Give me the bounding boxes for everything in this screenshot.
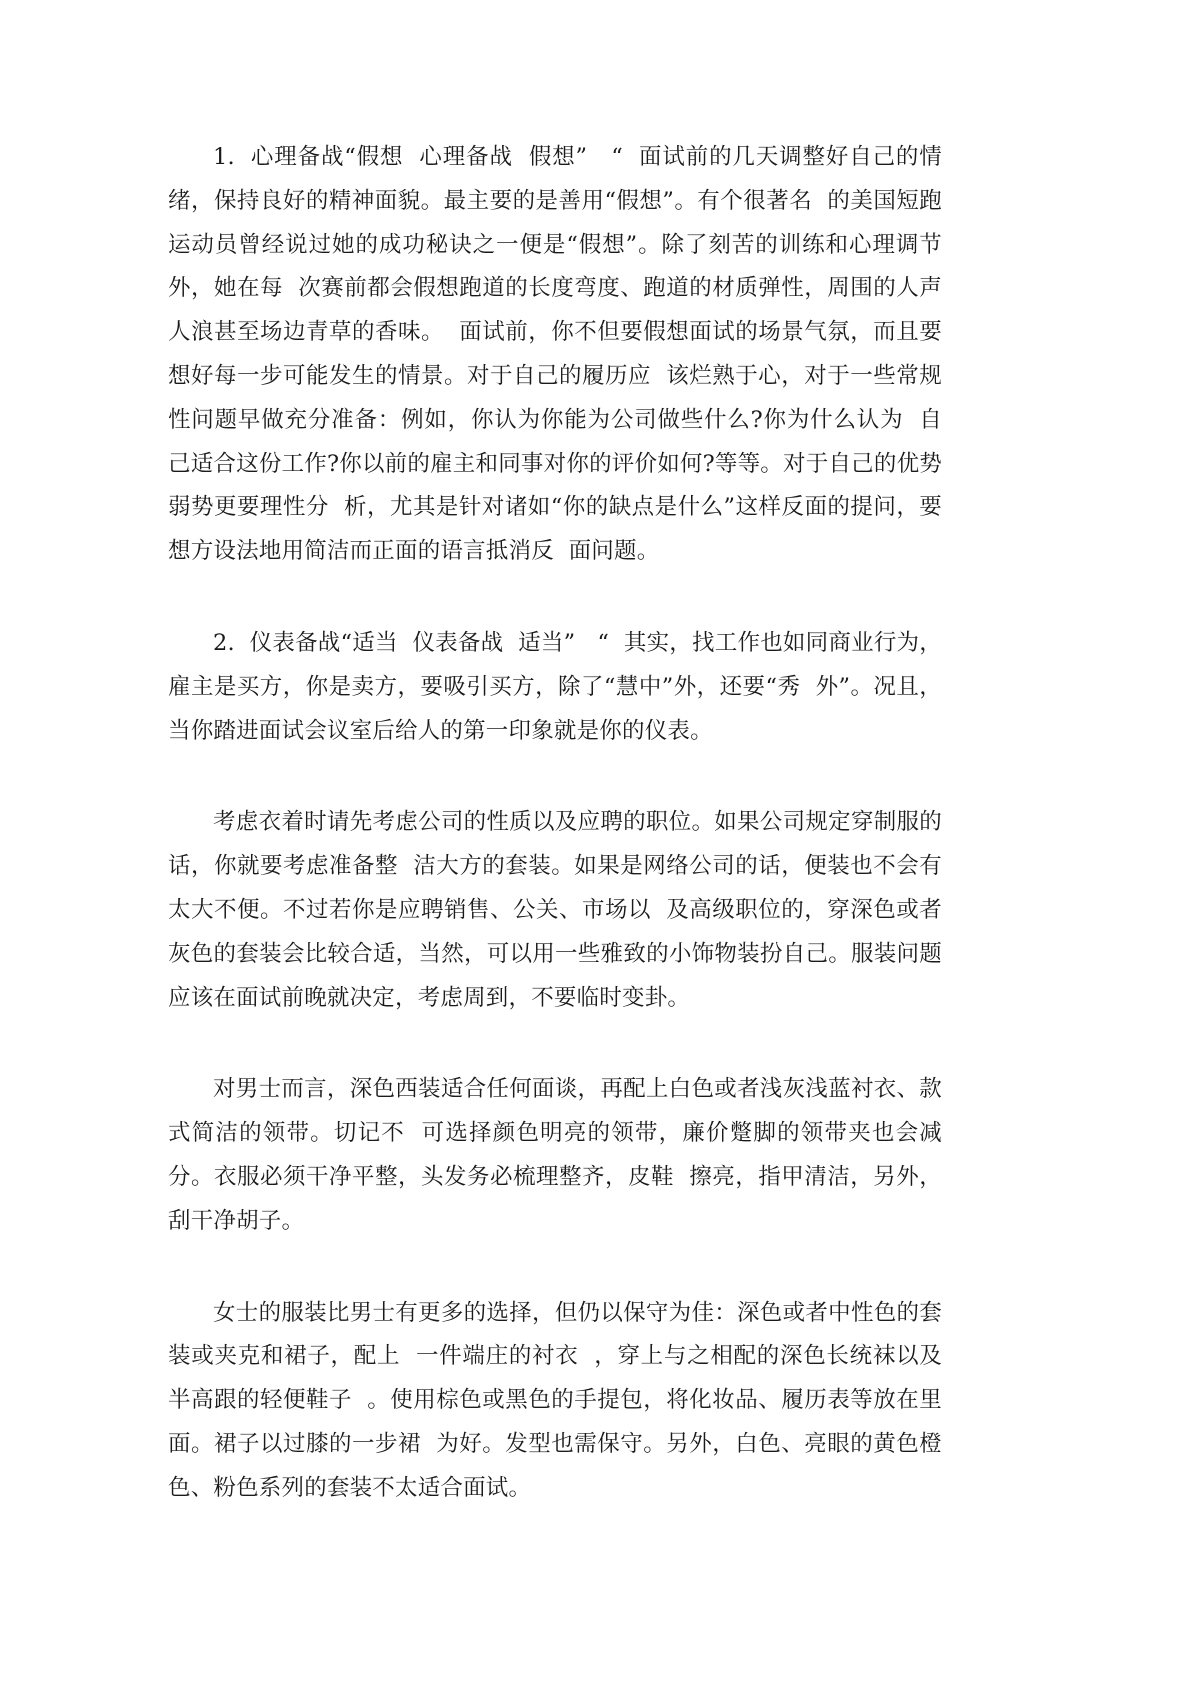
paragraph-mental-preparation: 1. 心理备战“假想 心理备战 假想” “ 面试前的几天调整好自己的情绪，保持良好的精神面貌。最主要的是善用“假想”。有个很著名 的美国短跑运动员曾经说过她的成功秘诀之一便是“假想”。除了刻苦的训练和心理调节外，她在每 次赛前都会假想跑道的长度弯度、跑道的材质弹性，周围的人声人浪甚至场边青草的香味。 面试前，你不但要假想面试的场景气氛，而且要想好每一步可能发生的情景。对于自己的履历应 该烂熟于心，对于一些常规性问题早做充分准备：例如，你认为你能为公司做些什么?你为什么认为 自己适合这份工作?你以前的雇主和同事对你的评价如何?等等。对于自己的优势弱势更要理性分 析，尤其是针对诸如“你的缺点是什么”这样反面的提问，要想方设法地用简洁而正面的语言抵消反 面问题。 — [168, 144, 942, 565]
paragraph-men-attire: 对男士而言，深色西装适合任何面谈，再配上白色或者浅灰浅蓝衬衣、款式简洁的领带。切记不 可选择颜色明亮的领带，廉价蹩脚的领带夹也会减分。衣服必须干净平整，头发务必梳理整齐，皮鞋 擦亮，指甲清洁，另外，刮干净胡子。 — [168, 1076, 942, 1234]
document-body — [168, 136, 942, 1559]
paragraph-appearance-preparation: 2. 仪表备战“适当 仪表备战 适当” “ 其实，找工作也如同商业行为，雇主是买方，你是卖方，要吸引买方，除了“慧中”外，还要“秀 外”。况且，当你踏进面试会议室后给人的第一印象就是你的仪表。 — [168, 629, 942, 744]
paragraph-attire-considerations: 考虑衣着时请先考虑公司的性质以及应聘的职位。如果公司规定穿制服的话，你就要考虑准备整 洁大方的套装。如果是网络公司的话，便装也不会有太大不便。不过若你是应聘销售、公关、市场以 及高级职位的，穿深色或者灰色的套装会比较合适，当然，可以用一些雅致的小饰物装扮自己。服装问题应该在面试前晚就决定，考虑周到，不要临时变卦。 — [168, 809, 942, 1011]
paragraph-women-attire: 女士的服装比男士有更多的选择，但仍以保守为佳：深色或者中性色的套装或夹克和裙子，配上 一件端庄的衬衣 ，穿上与之相配的深色长统袜以及半高跟的轻便鞋子 。使用棕色或黑色的手提包，将化妆品、履历表等放在里面。裙子以过膝的一步裙 为好。发型也需保守。另外，白色、亮眼的黄色橙色、粉色系列的套装不太适合面试。 — [168, 1299, 942, 1501]
